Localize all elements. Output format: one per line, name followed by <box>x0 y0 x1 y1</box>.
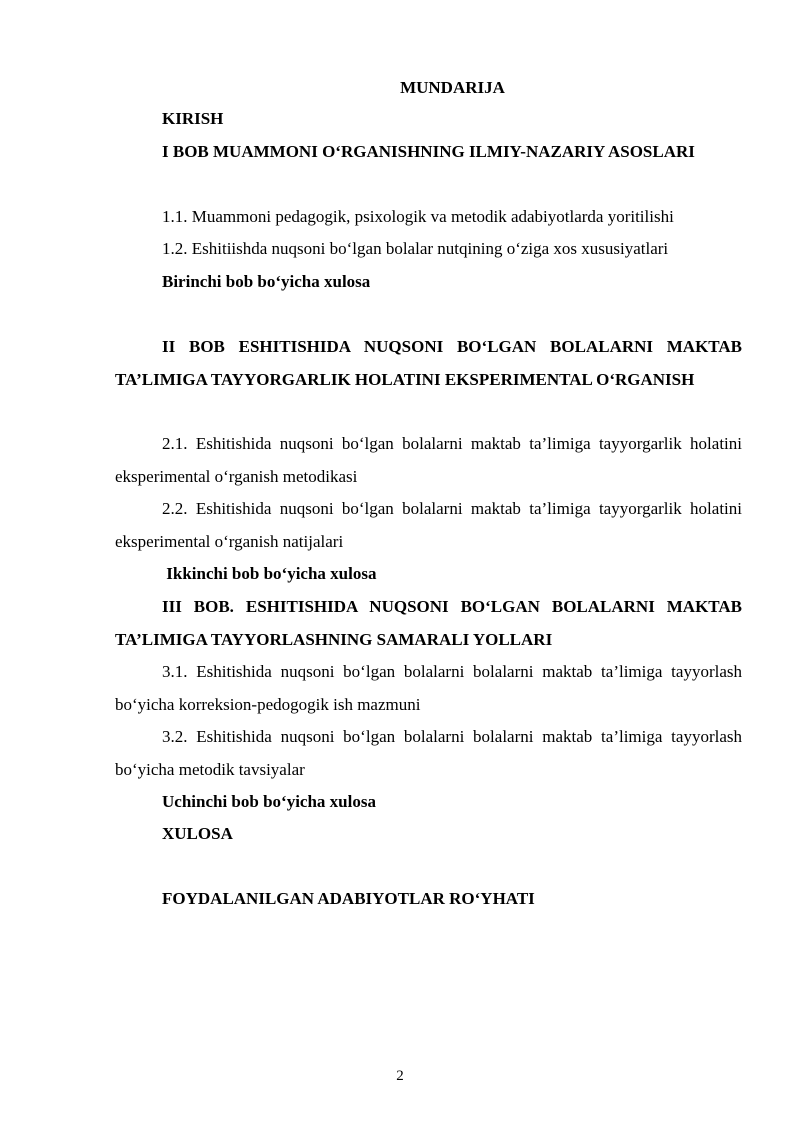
toc-entry-section-2-2: 2.2. Eshitishida nuqsoni bo‘lgan bolalarni maktab ta’limiga tayyorgarlik holatini eksperimental o‘rganish natijalari <box>115 499 742 551</box>
toc-entry-references: FOYDALANILGAN ADABIYOTLAR RO‘YHATI <box>162 889 535 908</box>
toc-entry-conclusion: XULOSA <box>162 824 233 843</box>
page-number: 2 <box>396 1068 404 1084</box>
toc-entry-chapter-3-conclusion: Uchinchi bob bo‘yicha xulosa <box>162 792 376 811</box>
toc-entry-chapter-2: II BOB ESHITISHIDA NUQSONI BO‘LGAN BOLALARNI MAKTAB TA’LIMIGA TAYYORGARLIK HOLATINI EKSPERIMENTAL O‘RGANISH <box>115 337 742 389</box>
toc-entry-chapter-1-conclusion: Birinchi bob bo‘yicha xulosa <box>162 272 371 291</box>
toc-entry-chapter-3: III BOB. ESHITISHIDA NUQSONI BO‘LGAN BOLALARNI MAKTAB TA’LIMIGA TAYYORLASHNING SAMARALI YOLLARI <box>115 597 742 649</box>
toc-entry-section-3-1: 3.1. Eshitishida nuqsoni bo‘lgan bolalarni bolalarni maktab ta’limiga tayyorlash bo‘yicha korreksion-pedogogik ish mazmuni <box>115 662 742 714</box>
toc-entry-section-2-1: 2.1. Eshitishida nuqsoni bo‘lgan bolalarni maktab ta’limiga tayyorgarlik holatini eksperimental o‘rganish metodikasi <box>115 434 742 486</box>
toc-entry-kirish: KIRISH <box>162 109 224 128</box>
toc-title: MUNDARIJA <box>400 78 505 97</box>
toc-entry-section-3-2: 3.2. Eshitishida nuqsoni bo‘lgan bolalarni bolalarni maktab ta’limiga tayyorlash bo‘yicha metodik tavsiyalar <box>115 727 742 779</box>
toc-entry-chapter-2-conclusion: Ikkinchi bob bo‘yicha xulosa <box>162 564 377 583</box>
toc-entry-chapter-1: I BOB MUAMMONI O‘RGANISHNING ILMIY-NAZARIY ASOSLARI <box>162 142 695 161</box>
toc-entry-section-1-1: 1.1. Muammoni pedagogik, psixologik va metodik adabiyotlarda yoritilishi <box>162 207 674 226</box>
toc-entry-section-1-2: 1.2. Eshitiishda nuqsoni bo‘lgan bolalar nutqining o‘ziga xos xususiyatlari <box>162 239 669 258</box>
